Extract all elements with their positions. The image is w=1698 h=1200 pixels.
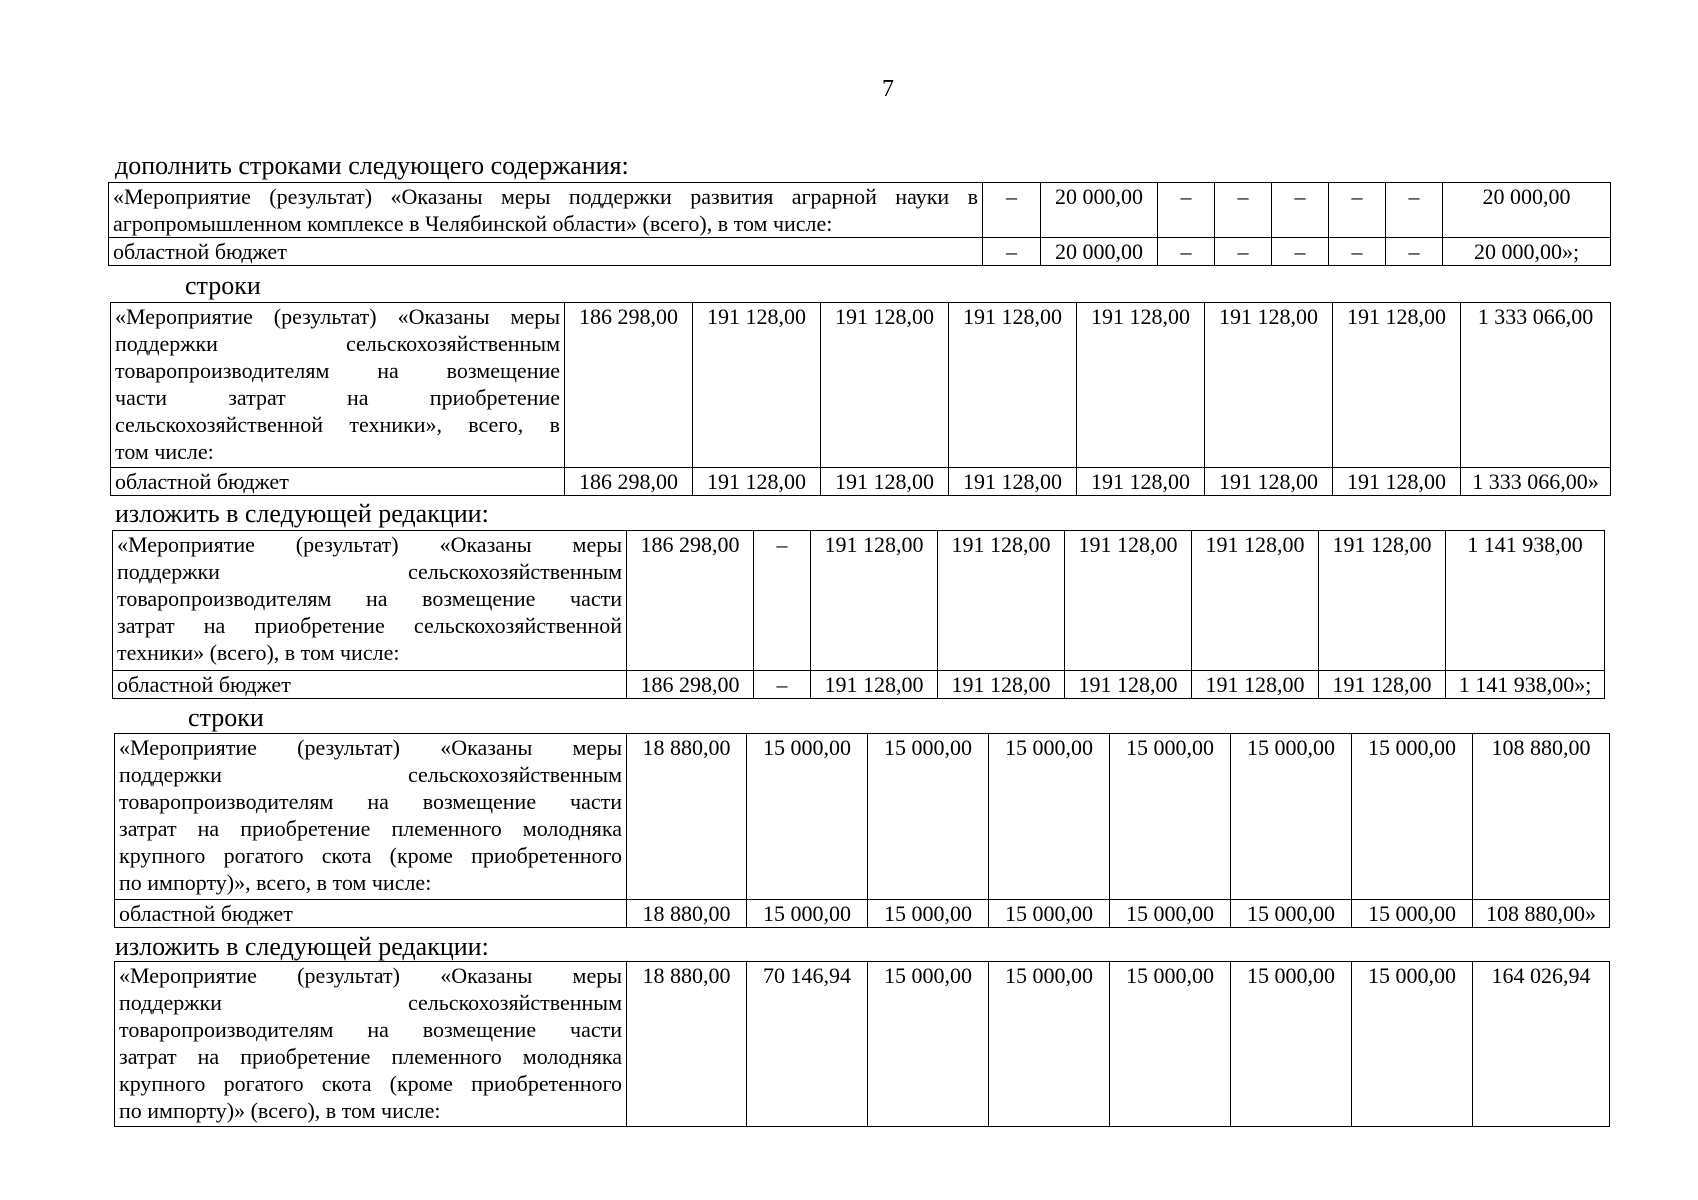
value-cell: – (1158, 238, 1215, 266)
value-cell: 15 000,00 (1231, 962, 1352, 1127)
value-cell: 191 128,00 (693, 303, 821, 468)
page-number: 7 (882, 76, 894, 102)
value-cell: – (1272, 183, 1329, 238)
table-cattle-old (114, 733, 1610, 928)
value-cell: 191 128,00 (1333, 303, 1461, 468)
value-cell: 186 298,00 (627, 671, 754, 699)
label-line: крупного рогатого скота (кроме приобретенного (119, 1071, 622, 1096)
label-line: товаропроизводителям на возмещение части (119, 789, 622, 814)
value-cell: 191 128,00 (821, 303, 949, 468)
value-cell: 15 000,00 (1110, 962, 1231, 1127)
value-cell: 191 128,00 (1319, 671, 1446, 699)
label-line: «Мероприятие (результат) «Оказаны меры (115, 304, 560, 329)
label-line: затрат на приобретение сельскохозяйственной (117, 613, 622, 638)
label-line: техники» (всего), в том числе: (117, 640, 400, 665)
value-cell: 191 128,00 (821, 468, 949, 496)
table-row (115, 734, 1610, 900)
caption-add-rows: дополнить строками следующего содержания: (115, 151, 629, 180)
table-row (109, 183, 1611, 238)
value-cell: 191 128,00 (1065, 531, 1192, 671)
value-cell: – (1329, 183, 1386, 238)
value-cell: 191 128,00 (1192, 671, 1319, 699)
row-label: областной бюджет (115, 900, 627, 928)
value-cell: 191 128,00 (949, 303, 1077, 468)
value-cell: 15 000,00 (989, 962, 1110, 1127)
value-cell: 191 128,00 (1192, 531, 1319, 671)
value-cell: 15 000,00 (868, 900, 989, 928)
row-label (113, 531, 627, 671)
label-line: поддержки сельскохозяйственным (117, 559, 622, 584)
value-cell: – (1386, 183, 1443, 238)
value-cell: – (1158, 183, 1215, 238)
row-label: областной бюджет (111, 468, 565, 496)
label-line: по импорту)», всего, в том числе: (119, 870, 432, 895)
value-cell: 15 000,00 (989, 734, 1110, 900)
label-line: агропромышленном комплексе в Челябинской области» (всего), в том числе: (113, 211, 833, 236)
label-line: поддержки сельскохозяйственным (115, 331, 560, 356)
table-row (113, 671, 1605, 699)
label-line: «Мероприятие (результат) «Оказаны меры (119, 963, 622, 988)
table-machinery-new (112, 530, 1605, 699)
value-cell: 191 128,00 (1065, 671, 1192, 699)
value-cell: 15 000,00 (868, 734, 989, 900)
value-cell: 15 000,00 (1352, 734, 1473, 900)
value-cell: 18 880,00 (627, 734, 747, 900)
value-cell: – (1215, 183, 1272, 238)
value-cell: – (1386, 238, 1443, 266)
value-cell: 191 128,00 (938, 671, 1065, 699)
label-line: товаропроизводителям на возмещение части (117, 586, 622, 611)
label-line: товаропроизводителям на возмещение (115, 358, 560, 383)
row-label (115, 734, 627, 900)
value-cell: 20 000,00 (1041, 183, 1158, 238)
row-label (109, 183, 983, 238)
value-cell: – (1329, 238, 1386, 266)
label-line: по импорту)» (всего), в том числе: (119, 1098, 441, 1123)
value-cell: 1 141 938,00»; (1446, 671, 1605, 699)
row-label (111, 303, 565, 468)
value-cell: 191 128,00 (938, 531, 1065, 671)
table-row (113, 531, 1605, 671)
caption-rows: строки (185, 271, 261, 300)
value-cell: 108 880,00 (1473, 734, 1610, 900)
value-cell: 15 000,00 (989, 900, 1110, 928)
table-machinery-old (110, 302, 1611, 496)
value-cell: 191 128,00 (811, 531, 938, 671)
value-cell: – (754, 671, 811, 699)
label-line: крупного рогатого скота (кроме приобретенного (119, 843, 622, 868)
value-cell: 15 000,00 (1352, 962, 1473, 1127)
value-cell: – (754, 531, 811, 671)
label-line: поддержки сельскохозяйственным (119, 762, 622, 787)
value-cell: 164 026,94 (1473, 962, 1610, 1127)
value-cell: 191 128,00 (1077, 468, 1205, 496)
value-cell: 15 000,00 (747, 900, 868, 928)
value-cell: 191 128,00 (1077, 303, 1205, 468)
value-cell: 18 880,00 (627, 900, 747, 928)
label-line: том числе: (115, 439, 214, 464)
value-cell: 20 000,00 (1443, 183, 1611, 238)
value-cell: 20 000,00 (1041, 238, 1158, 266)
value-cell: 191 128,00 (693, 468, 821, 496)
value-cell: 20 000,00»; (1443, 238, 1611, 266)
label-line: сельскохозяйственной техники», всего, в (115, 412, 560, 437)
label-line: «Мероприятие (результат) «Оказаны меры (117, 532, 622, 557)
value-cell: 15 000,00 (868, 962, 989, 1127)
label-line: части затрат на приобретение (115, 385, 560, 410)
value-cell: 15 000,00 (1110, 900, 1231, 928)
row-label: областной бюджет (109, 238, 983, 266)
value-cell: 15 000,00 (1110, 734, 1231, 900)
table-row (115, 962, 1610, 1127)
value-cell: 186 298,00 (565, 303, 693, 468)
row-label: областной бюджет (113, 671, 627, 699)
value-cell: – (1215, 238, 1272, 266)
caption-rows: строки (188, 703, 264, 732)
label-line: затрат на приобретение племенного молодняка (119, 1044, 622, 1069)
value-cell: 70 146,94 (747, 962, 868, 1127)
value-cell: 191 128,00 (1205, 468, 1333, 496)
value-cell: 1 333 066,00 (1461, 303, 1611, 468)
value-cell: 191 128,00 (811, 671, 938, 699)
value-cell: 191 128,00 (1319, 531, 1446, 671)
caption-new-edition: изложить в следующей редакции: (115, 499, 489, 528)
label-line: «Мероприятие (результат) «Оказаны меры (119, 735, 622, 760)
table-row (111, 468, 1611, 496)
caption-new-edition: изложить в следующей редакции: (115, 932, 489, 961)
value-cell: 186 298,00 (565, 468, 693, 496)
value-cell: 15 000,00 (1352, 900, 1473, 928)
value-cell: 15 000,00 (1231, 900, 1352, 928)
value-cell: 1 141 938,00 (1446, 531, 1605, 671)
row-label (115, 962, 627, 1127)
table-aggrarian-science (108, 182, 1611, 266)
label-line: затрат на приобретение племенного молодняка (119, 816, 622, 841)
label-line: «Мероприятие (результат) «Оказаны меры поддержки развития аграрной науки в (113, 184, 978, 209)
value-cell: 191 128,00 (1333, 468, 1461, 496)
value-cell: 186 298,00 (627, 531, 754, 671)
label-line: поддержки сельскохозяйственным (119, 990, 622, 1015)
value-cell: 15 000,00 (1231, 734, 1352, 900)
table-row (115, 900, 1610, 928)
value-cell: – (1272, 238, 1329, 266)
table-row (109, 238, 1611, 266)
value-cell: – (983, 238, 1041, 266)
value-cell: 108 880,00» (1473, 900, 1610, 928)
label-line: товаропроизводителям на возмещение части (119, 1017, 622, 1042)
value-cell: 191 128,00 (949, 468, 1077, 496)
table-cattle-new (114, 961, 1610, 1127)
value-cell: 191 128,00 (1205, 303, 1333, 468)
table-row (111, 303, 1611, 468)
value-cell: 15 000,00 (747, 734, 868, 900)
value-cell: 18 880,00 (627, 962, 747, 1127)
value-cell: 1 333 066,00» (1461, 468, 1611, 496)
value-cell: – (983, 183, 1041, 238)
